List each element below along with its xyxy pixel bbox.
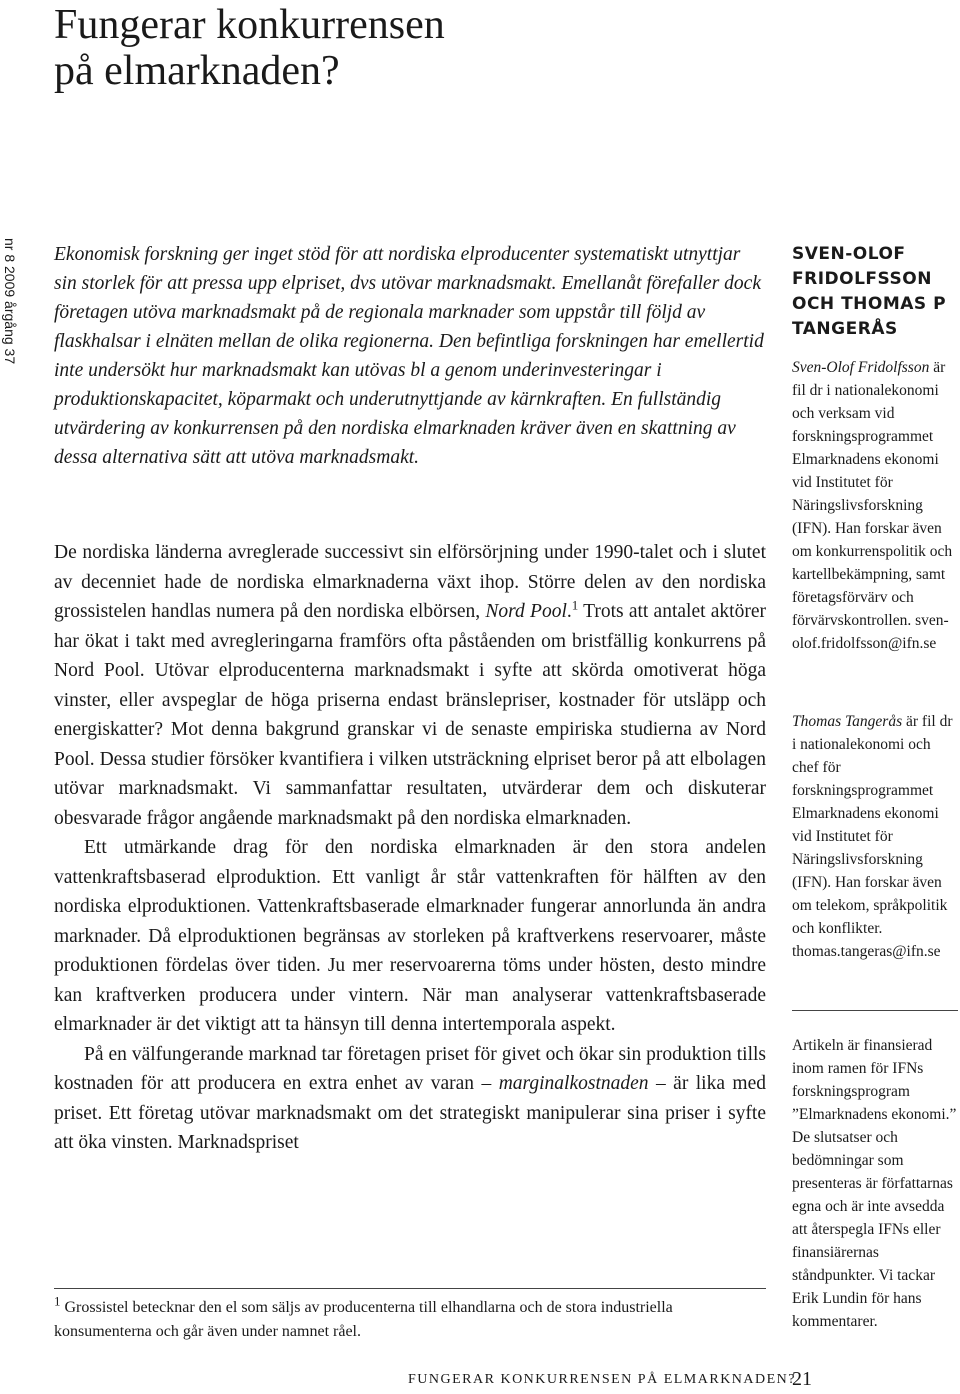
issue-label: nr 8 2009 årgång 37 [2, 238, 18, 365]
body-paragraph-2: Ett utmärkande drag för den nordiska elmarknaden är den stora andelen vattenkraftsbaserad elproduktion. Ett vanligt år står vattenkraften för hälften av den nordiska elproduktionen. Vattenkraftsbaserade elmarknader fungerar annorlunda än andra marknader. Då elproduktionen begränsas av storleken på kraftverkens reservoarer, måste produktionen fördelas över tiden. Ju mer reservoarerna töms under hösten, desto mindre kan kraftverken producera under vintern. När man analyserar vattenkraftsbaserade elmarknader är det viktigt att ta hänsyn till denna intertemporala aspekt. [54, 837, 766, 1035]
authors-heading: SVEN-OLOF FRIDOLFSSON OCH THOMAS P TANGERÅS [792, 244, 947, 339]
article-title [54, 2, 754, 94]
author-2-text: är fil dr i nationalekonomi och chef för forskningsprogrammet Elmarknadens ekonomi vid Institutet för Näringslivsforskning (IFN). Han forskar även om telekom, språkpolitik och konflikter. thomas.tangeras@ifn.se [792, 713, 953, 960]
running-footer: FUNGERAR KONKURRENSEN PÅ ELMARKNADEN? [408, 1372, 797, 1387]
lead-part-3: En fullständig utvärdering av konkurrensen på den nordiska elmarknaden kräver även en skattning av dessa alternativa sätt att utöva marknadsmakt. [54, 389, 736, 468]
lead-part-2: Den befintliga forskningen har emellertid inte undersökt hur marknadsmakt kan utövas bl a genom underinvesteringar i produktionskapacitet, köparmakt och underutnyttjande av kärnkraften. [54, 331, 764, 410]
lead-part-1: Ekonomisk forskning ger inget stöd för att nordiska elproducenter systematiskt utnyttjar sin storlek för att pressa upp elpriset, dvs utövar marknadsmakt. Emellanåt förefaller dock företagen utöva marknadsmakt på de regionala marknader som uppstår till följd av flaskhalsar i elnäten mellan de olika regionerna. [54, 244, 761, 352]
marginalkostnaden-term: marginalkostnaden [498, 1073, 649, 1094]
author-bio-2 [792, 710, 958, 963]
footnote-divider [54, 1288, 766, 1289]
footnote-number: 1 [54, 1293, 61, 1309]
funding-text: Artikeln är finansierad inom ramen för IFNs forskningsprogram ”Elmarknadens ekonomi.” De slutsatser och bedömningar som presenteras är författarnas egna och är inte avsedda att återspegla IFNs eller finansiärernas ståndpunkter. Vi tackar Erik Lundin för hans kommentarer. [792, 1037, 957, 1330]
footnote-ref-1[interactable]: 1 [571, 597, 579, 613]
body-paragraph-3 [54, 1040, 766, 1158]
nord-pool-term: Nord Pool [485, 601, 567, 622]
author-2-name: Thomas Tangerås [792, 713, 903, 730]
article-body [54, 538, 766, 1158]
footnote [54, 1293, 766, 1344]
body-paragraph-1: De nordiska länderna avreglerade successivt sin elförsörjning under 1990-talet och i slutet av decenniet hade de nordiska elmarknaderna växt ihop. Större delen av den nordiska grossistelen handlas numera på den nordiska elbörsen, Nord Pool.$^1$ Trots att antalet aktörer har ökat i takt med avregleringarna framförs ofta påståenden om bristfällig konkurrens på Nord Pool. Utövar elproducenterna marknadsmakt i syfte att skörda omotiverat höga vinster, eller avspeglar de höga priserna endast bränslepriser, kostnader för utsläpp och energiskatter? Mot denna bakgrund granskar vi de senaste empiriska studierna av Nord Pool. Dessa studier försöker kvantifiera i vilken utsträckning elpriset beror på att elbolagen utövar marknadsmakt. Vi sammanfattar resultaten, utvärderar dem och diskuterar obesvarade frågor angående marknadsmakt på den nordiska elmarknaden. [54, 542, 766, 829]
sidebar-divider [792, 1010, 958, 1011]
author-bio-1 [792, 356, 958, 655]
funding-note [792, 1034, 958, 1333]
body-p1-a: De nordiska länderna avreglerade successivt sin elförsörjning under 1990-talet och i slutet av decenniet hade de nordiska elmarknaderna växt ihop. Större delen av den nordiska grossistelen handlas numera på den nordiska elbörsen, [54, 542, 766, 622]
issue-tab [0, 238, 22, 378]
article-title-line-1: Fungerar konkurrensen [54, 2, 445, 48]
footnote-text: Grossistel betecknar den el som säljs av producenterna till elhandlarna och de stora industriella konsumenterna och går även under namnet råel. [54, 1299, 673, 1340]
body-p3-b: – är lika med priset. Ett företag utövar marknadsmakt om det strategiskt manipulerar sina priser i syfte att öka vinsten. Marknadspriset [54, 1073, 767, 1153]
lead-paragraph [54, 240, 766, 472]
body-p3-a: På en välfungerande marknad tar företagen priset för givet och ökar sin produktion tills kostnaden för att producera en extra enhet av varan – [54, 1043, 766, 1094]
author-1-name: Sven-Olof Fridolfsson [792, 359, 930, 376]
author-1-text: är fil dr i nationalekonomi och verksam vid forskningsprogrammet Elmarknadens ekonomi vid Institutet för Näringslivsforskning (IFN). Han forskar även om konkurrenspolitik och kartellbekämpning, samt företagsförvärv och förvärvskontrollen. sven-olof.fridolfsson@ifn.se [792, 359, 953, 652]
page-number: 21 [792, 1368, 812, 1390]
article-title-line-2: på elmarknaden? [54, 48, 340, 94]
body-p1-b: Trots att antalet aktörer har ökat i takt med avregleringarna framförs ofta påståenden om bristfällig konkurrens på Nord Pool. Utövar elproducenterna marknadsmakt i syfte att skörda omotiverat höga vinster, eller avspeglar de höga priserna endast bränslepriser, kostnader för utsläpp och energiskatter? Mot denna bakgrund granskar vi de senaste empiriska studierna av Nord Pool. Dessa studier försöker kvantifiera i vilken utsträckning elpriset beror på att elbolagen utövar marknadsmakt. Vi sammanfattar resultaten, utvärderar dem och diskuterar obesvarade frågor angående marknadsmakt på den nordiska elmarknaden. [54, 601, 766, 829]
